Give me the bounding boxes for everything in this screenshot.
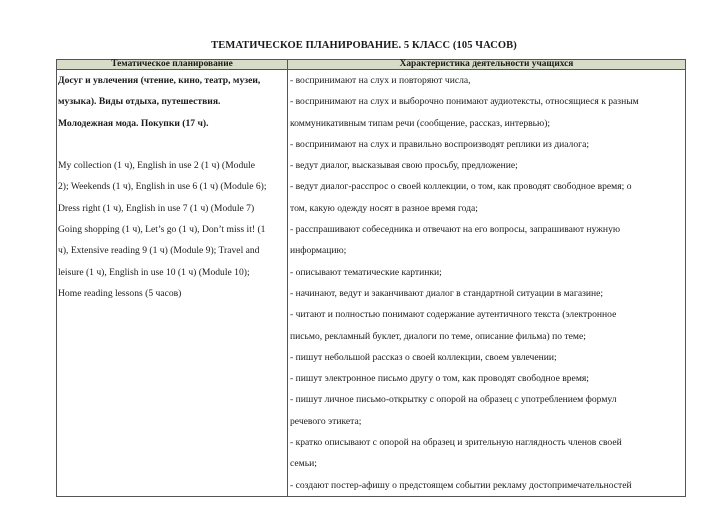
module-line: leisure (1 ч), English in use 10 (1 ч) (Module 10); bbox=[58, 266, 250, 278]
activity-line: письмо, рекламный буклет, диалоги по теме, описание фильма) по теме; bbox=[290, 330, 586, 342]
topic-line: музыка). Виды отдыха, путешествия. bbox=[58, 96, 221, 108]
module-line: Going shopping (1 ч), Let’s go (1 ч), Don’t miss it! (1 bbox=[58, 224, 266, 236]
planning-table bbox=[56, 59, 686, 497]
module-line: 2); Weekends (1 ч), English in use 6 (1 ч) (Module 6); bbox=[58, 181, 267, 193]
activity-line: - пишут небольшой рассказ о своей коллекции, своем увлечении; bbox=[290, 351, 557, 363]
module-line: Home reading lessons (5 часов) bbox=[58, 287, 182, 299]
activity-line: - пишут электронное письмо другу о том, как проводят свободное время; bbox=[290, 373, 589, 385]
activity-line: - описывают тематические картинки; bbox=[290, 266, 442, 278]
activity-line: речевого этикета; bbox=[290, 415, 362, 427]
activity-line: - пишут личное письмо-открытку с опорой на образец с употреблением формул bbox=[290, 394, 617, 406]
page-title: ТЕМАТИЧЕСКОЕ ПЛАНИРОВАНИЕ. 5 КЛАСС (105 ЧАСОВ) bbox=[211, 40, 517, 51]
module-line: ч), Extensive reading 9 (1 ч) (Module 9); Travel and bbox=[58, 245, 260, 257]
activity-line: - воспринимают на слух и выборочно понимают аудиотексты, относящиеся к разным bbox=[290, 96, 639, 108]
student-activities-cell bbox=[288, 70, 686, 497]
activity-line: - расспрашивают собеседника и отвечают на его вопросы, запрашивают нужную bbox=[290, 224, 621, 236]
activity-line: том, какую одежду носят в разное время года; bbox=[290, 202, 478, 214]
activity-line: информацию; bbox=[290, 245, 347, 257]
module-line: My collection (1 ч), English in use 2 (1 ч) (Module bbox=[58, 160, 255, 172]
spacer bbox=[57, 134, 287, 155]
table-row bbox=[57, 70, 686, 497]
activity-line: коммуникативным типам речи (сообщение, рассказ, интервью); bbox=[290, 117, 551, 129]
module-line: Dress right (1 ч), English in use 7 (1 ч) (Module 7) bbox=[58, 202, 255, 214]
table-header-row bbox=[57, 60, 686, 70]
activity-line: - воспринимают на слух и правильно воспроизводят реплики из диалога; bbox=[290, 138, 589, 150]
header-student-activities: Характеристика деятельности учащихся bbox=[288, 60, 686, 70]
activity-line: - воспринимают на слух и повторяют числа, bbox=[290, 75, 471, 86]
thematic-planning-cell bbox=[57, 70, 288, 497]
activity-line: семьи; bbox=[290, 458, 317, 470]
activity-line: - читают и полностью понимают содержание аутентичного текста (электронное bbox=[290, 309, 617, 321]
topic-line: Молодежная мода. Покупки (17 ч). bbox=[58, 117, 209, 129]
activity-line: - создают постер-афишу о предстоящем событии рекламу достопримечательностей bbox=[290, 479, 632, 491]
activity-line: - ведут диалог-расспрос о своей коллекции, о том, как проводят свободное время; о bbox=[290, 181, 632, 193]
header-thematic-planning: Тематическое планирование bbox=[57, 60, 288, 70]
topic-line: Досуг и увлечения (чтение, кино, театр, музеи, bbox=[58, 75, 261, 86]
activity-line: - ведут диалог, высказывая свою просьбу, предложение; bbox=[290, 160, 518, 172]
activity-line: - кратко описывают с опорой на образец и зрительную наглядность членов своей bbox=[290, 437, 622, 449]
activity-line: - начинают, ведут и заканчивают диалог в стандартной ситуации в магазине; bbox=[290, 287, 604, 299]
